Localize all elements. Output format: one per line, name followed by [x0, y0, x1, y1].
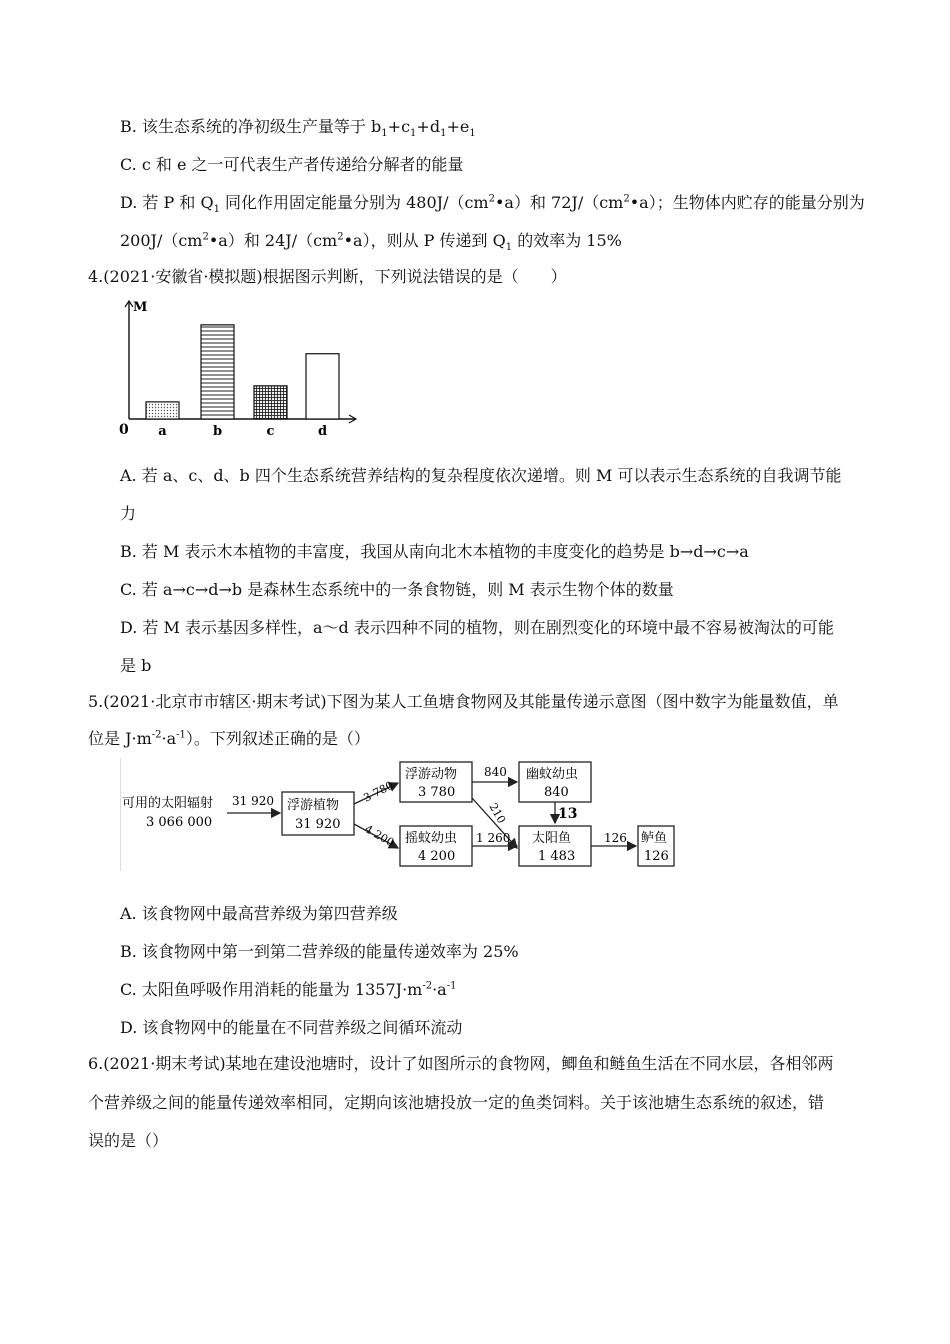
- zooplankton-label: 浮游动物: [405, 767, 458, 782]
- q6-line1: 6.(2021·期末考试)某地在建设池塘时，设计了如图所示的食物网，鲫鱼和鲢鱼生活在不同水层，各相邻两: [88, 1054, 834, 1073]
- q3-option-d-line2: $200J/(cm^2•a)$和 $24J/(cm^2•a)$，则从 P 传递到 $Q_1$ 的效率为 15%: [120, 231, 622, 254]
- edge-up-label: 3 780: [361, 778, 396, 805]
- q4-option-d-line2: 是 b: [120, 656, 152, 675]
- q4-option-c: C. 若 a→c→d→b 是森林生态系统中的一条食物链，则 M 表示生物个体的数量: [120, 580, 674, 599]
- edge-1260-label: 1 260: [476, 831, 511, 845]
- q4-bar-chart: [115, 298, 365, 443]
- edge-13-label: 13: [558, 806, 578, 822]
- phytoplankton-value: 31 920: [295, 817, 341, 832]
- q5-stem-line2: 位是 $J\cdot m^{-2}\cdot a^{-1}$）。下列叙述正确的是（）: [88, 729, 370, 748]
- perch-label: 鲈鱼: [641, 831, 668, 846]
- q5-food-web-diagram: [120, 758, 676, 873]
- q3-option-d-line1: D. 若 P 和 $Q_1$ 同化作用固定能量分别为 $480J/(cm^2•a)$和 $72J/(cm^2•a)$；生物体内贮存的能量分别为: [120, 193, 865, 216]
- tick-label-c: c: [266, 424, 275, 439]
- bar-c: [254, 386, 287, 419]
- zooplankton-value: 3 780: [418, 785, 456, 800]
- tick-label-d: d: [317, 424, 328, 439]
- edge-210-label: 210: [486, 801, 509, 826]
- q5-option-d: D. 该食物网中的能量在不同营养级之间循环流动: [120, 1018, 463, 1037]
- q5-option-c: C. 太阳鱼呼吸作用消耗的能量为 $1357J\cdot m^{-2}\cdot a^{-1}$: [120, 980, 457, 999]
- bar-d: [306, 354, 339, 419]
- origin-label: 0: [119, 422, 129, 438]
- tick-label-a: a: [158, 424, 167, 439]
- edge-126-label: 126: [604, 831, 627, 845]
- y-axis-label: M: [133, 300, 148, 315]
- q4-option-a-line1: A. 若 a、c、d、b 四个生态系统营养结构的复杂程度依次递增。则 M 可以表示生态系统的自我调节能: [120, 466, 842, 485]
- q5-stem-line1: 5.(2021·北京市市辖区·期末考试)下图为某人工鱼塘食物网及其能量传递示意图（图中数字为能量数值，单: [88, 692, 839, 711]
- sunfish-label: 太阳鱼: [532, 831, 572, 846]
- q5-option-b: B. 该食物网中第一到第二营养级的能量传递效率为 25%: [120, 942, 519, 961]
- q4-option-b: B. 若 M 表示木本植物的丰富度，我国从南向北木本植物的丰度变化的趋势是 b→d→c→a: [120, 542, 749, 561]
- chironomid-label: 摇蚊幼虫: [405, 831, 458, 846]
- sunfish-value: 1 483: [538, 849, 576, 864]
- phytoplankton-label: 浮游植物: [287, 798, 340, 813]
- q4-stem: 4.(2021·安徽省·模拟题)根据图示判断，下列说法错误的是（ ）: [88, 267, 567, 286]
- q4-option-d-line1: D. 若 M 表示基因多样性，a～d 表示四种不同的植物，则在剧烈变化的环境中最不容易被淘汰的可能: [120, 618, 834, 637]
- q4-option-a-line2: 力: [120, 504, 137, 523]
- tick-label-b: b: [212, 424, 223, 439]
- perch-value: 126: [644, 849, 669, 864]
- q6-line3: 误的是（）: [88, 1131, 169, 1150]
- solar-label: 可用的太阳辐射: [122, 796, 214, 811]
- q6-line2: 个营养级之间的能量传递效率相同，定期向该池塘投放一定的鱼类饲料。关于该池塘生态系统的叙述，错: [88, 1093, 825, 1112]
- edge-840-label: 840: [484, 765, 507, 779]
- bar-a: [146, 402, 179, 419]
- chironomid-value: 4 200: [418, 849, 456, 864]
- phantom-midge-label: 幽蚊幼虫: [526, 767, 579, 782]
- solar-value: 3 066 000: [146, 815, 213, 830]
- q3-option-b: B. 该生态系统的净初级生产量等于 $b_1+c_1+d_1+e_1$: [120, 117, 476, 140]
- edge-solar-label: 31 920: [232, 794, 274, 808]
- phantom-midge-value: 840: [544, 785, 569, 800]
- q3-option-c: C. c 和 e 之一可代表生产者传递给分解者的能量: [120, 155, 464, 174]
- edge-down-label: 4 200: [362, 822, 397, 850]
- bar-b: [201, 325, 234, 419]
- q5-option-a: A. 该食物网中最高营养级为第四营养级: [120, 904, 398, 923]
